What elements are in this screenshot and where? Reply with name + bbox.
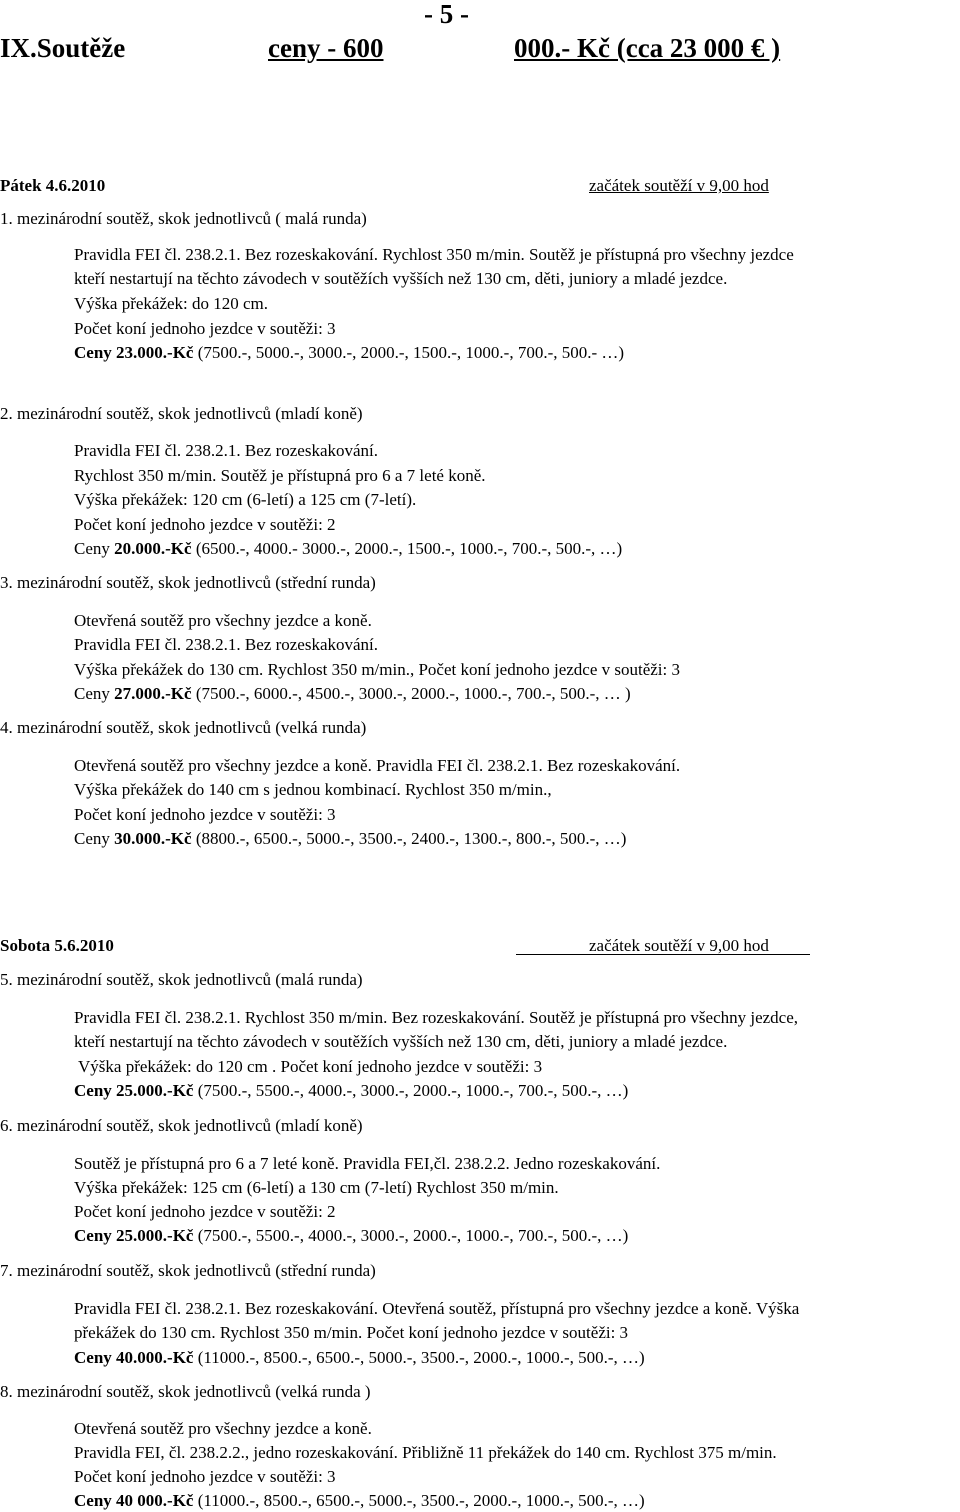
page-number: - 5 - <box>424 0 469 29</box>
saturday-date: Sobota 5.6.2010 <box>0 936 114 955</box>
prize-total: Ceny 40 000.-Kč <box>74 1491 194 1510</box>
competition-3-open: Otevřená soutěž pro všechny jezdce a koně. <box>74 611 372 630</box>
friday-date: Pátek 4.6.2010 <box>0 176 106 195</box>
prize-list: (7500.-, 5000.-, 3000.-, 2000.-, 1500.-, 1000.-, 700.-, 500.- …) <box>193 343 625 362</box>
competition-8-rules: Pravidla FEI, čl. 238.2.2., jedno rozeskakování. Přibližně 11 překážek do 140 cm. Rychlost 375 m/min. <box>74 1443 777 1462</box>
competition-4-open: Otevřená soutěž pro všechny jezdce a koně. Pravidla FEI čl. 238.2.1. Bez rozeskakování. <box>74 756 681 775</box>
competition-6-prizes <box>74 1226 628 1246</box>
competition-5-title: 5. mezinárodní soutěž, skok jednotlivců (malá runda) <box>0 970 363 989</box>
competition-3-height: Výška překážek do 130 cm. Rychlost 350 m/min., Počet koní jednoho jezdce v soutěži: 3 <box>74 660 680 679</box>
competition-5-eligibility: kteří nestartují na těchto závodech v soutěžích vyšších než 130 cm, děti, juniory a mladé jezdce. <box>74 1032 728 1051</box>
competition-4-prizes <box>74 829 626 849</box>
prize-total: Ceny 25.000.-Kč <box>74 1081 194 1100</box>
competition-1-prizes <box>74 343 624 363</box>
prize-list: (8800.-, 6500.-, 5000.-, 3500.-, 2400.-, 1300.-, 800.-, 500.-, …) <box>191 829 627 848</box>
prize-list: (11000.-, 8500.-, 6500.-, 5000.-, 3500.-, 2000.-, 1000.-, 500.-, …) <box>193 1348 645 1367</box>
prize-total: Ceny 40.000.-Kč <box>74 1348 194 1367</box>
friday-start-time: začátek soutěží v 9,00 hod <box>589 176 769 195</box>
competition-5-prizes <box>74 1081 628 1101</box>
competition-2-prizes <box>74 539 622 559</box>
competition-8-title: 8. mezinárodní soutěž, skok jednotlivců (velká runda ) <box>0 1382 371 1401</box>
competition-1-eligibility: kteří nestartují na těchto závodech v soutěžích vyšších než 130 cm, děti, juniory a mladé jezdce. <box>74 269 728 288</box>
section-title-prizes: ceny - 600 <box>268 33 384 63</box>
competition-1-height: Výška překážek: do 120 cm. <box>74 294 269 313</box>
prize-prefix: Ceny <box>74 539 115 558</box>
competition-7-title: 7. mezinárodní soutěž, skok jednotlivců (střední runda) <box>0 1261 376 1280</box>
competition-3-rules: Pravidla FEI čl. 238.2.1. Bez rozeskakování. <box>74 635 379 654</box>
prize-list: (7500.-, 6000.-, 4500.-, 3000.-, 2000.-, 1000.-, 700.-, 500.-, … ) <box>191 684 631 703</box>
competition-3-prizes <box>74 684 631 704</box>
prize-prefix: Ceny <box>74 684 115 703</box>
section-title-amount: 000.- Kč (cca 23 000 € ) <box>514 33 781 63</box>
competition-7-rules: Pravidla FEI čl. 238.2.1. Bez rozeskakování. Otevřená soutěž, přístupná pro všechny jezdce a koně. Výška <box>74 1299 800 1318</box>
competition-8-horses: Počet koní jednoho jezdce v soutěži: 3 <box>74 1467 336 1486</box>
prize-total: 27.000.-Kč <box>114 684 192 703</box>
prize-list: (7500.-, 5500.-, 4000.-, 3000.-, 2000.-, 1000.-, 700.-, 500.-, …) <box>193 1081 629 1100</box>
prize-list: (6500.-, 4000.- 3000.-, 2000.-, 1500.-, 1000.-, 700.-, 500.-, …) <box>191 539 623 558</box>
competition-6-rules: Soutěž je přístupná pro 6 a 7 leté koně. Pravidla FEI,čl. 238.2.2. Jedno rozeskakování. <box>74 1154 661 1173</box>
competition-2-title: 2. mezinárodní soutěž, skok jednotlivců (mladí koně) <box>0 404 363 423</box>
prize-prefix: Ceny <box>74 829 115 848</box>
competition-2-height: Výška překážek: 120 cm (6-letí) a 125 cm (7-letí). <box>74 490 417 509</box>
competition-2-rules: Pravidla FEI čl. 238.2.1. Bez rozeskakování. <box>74 441 379 460</box>
competition-5-rules: Pravidla FEI čl. 238.2.1. Rychlost 350 m/min. Bez rozeskakování. Soutěž je přístupná pro všechny jezdce, <box>74 1008 799 1027</box>
competition-2-speed: Rychlost 350 m/min. Soutěž je přístupná pro 6 a 7 leté koně. <box>74 466 486 485</box>
prize-total: Ceny 23.000.-Kč <box>74 343 194 362</box>
section-title: IX.Soutěže <box>0 33 126 63</box>
competition-8-open: Otevřená soutěž pro všechny jezdce a koně. <box>74 1419 372 1438</box>
competition-1-rules: Pravidla FEI čl. 238.2.1. Bez rozeskakování. Rychlost 350 m/min. Soutěž je přístupná pro všechny jezdce <box>74 245 794 264</box>
competition-4-title: 4. mezinárodní soutěž, skok jednotlivců (velká runda) <box>0 718 367 737</box>
saturday-start-time: začátek soutěží v 9,00 hod <box>589 936 769 955</box>
competition-1-title: 1. mezinárodní soutěž, skok jednotlivců ( malá runda) <box>0 209 367 228</box>
competition-2-horses: Počet koní jednoho jezdce v soutěži: 2 <box>74 515 336 534</box>
prize-list: (11000.-, 8500.-, 6500.-, 5000.-, 3500.-, 2000.-, 1000.-, 500.-, …) <box>193 1491 645 1510</box>
competition-7-height: překážek do 130 cm. Rychlost 350 m/min. Počet koní jednoho jezdce v soutěži: 3 <box>74 1323 629 1342</box>
competition-6-height: Výška překážek: 125 cm (6-letí) a 130 cm (7-letí) Rychlost 350 m/min. <box>74 1178 559 1197</box>
prize-list: (7500.-, 5500.-, 4000.-, 3000.-, 2000.-, 1000.-, 700.-, 500.-, …) <box>193 1226 629 1245</box>
competition-5-height: Výška překážek: do 120 cm . Počet koní jednoho jezdce v soutěži: 3 <box>78 1057 543 1076</box>
prize-total: 20.000.-Kč <box>114 539 192 558</box>
competition-4-height: Výška překážek do 140 cm s jednou kombinací. Rychlost 350 m/min., <box>74 780 552 799</box>
competition-6-horses: Počet koní jednoho jezdce v soutěži: 2 <box>74 1202 336 1221</box>
competition-6-title: 6. mezinárodní soutěž, skok jednotlivců (mladí koně) <box>0 1116 363 1135</box>
competition-7-prizes <box>74 1348 645 1368</box>
prize-total: 30.000.-Kč <box>114 829 192 848</box>
competition-1-horses: Počet koní jednoho jezdce v soutěži: 3 <box>74 319 336 338</box>
competition-3-title: 3. mezinárodní soutěž, skok jednotlivců (střední runda) <box>0 573 376 592</box>
competition-8-prizes <box>74 1491 645 1511</box>
prize-total: Ceny 25.000.-Kč <box>74 1226 194 1245</box>
competition-4-horses: Počet koní jednoho jezdce v soutěži: 3 <box>74 805 336 824</box>
